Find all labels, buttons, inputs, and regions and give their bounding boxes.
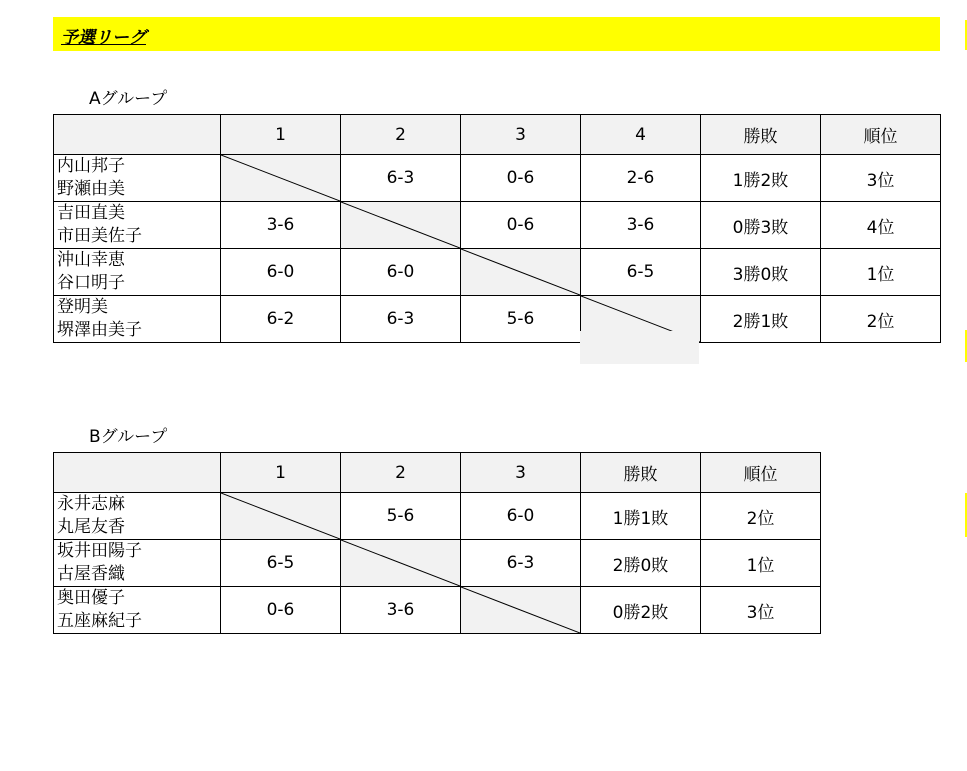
player-pair: [54, 249, 221, 296]
col-header-record: 勝敗: [581, 453, 701, 493]
score-cell: 6-3: [341, 296, 461, 343]
table-row: [54, 587, 821, 634]
record-cell: 2勝0敗: [581, 540, 701, 587]
score-cell: 6-3: [461, 540, 581, 587]
score-cell: 5-6: [461, 296, 581, 343]
score-cell: 0-6: [461, 155, 581, 202]
table-row: [54, 296, 941, 343]
record-cell: 0勝3敗: [701, 202, 821, 249]
player-pair: [54, 202, 221, 249]
player-pair: [54, 587, 221, 634]
col-header: 1: [221, 453, 341, 493]
score-cell: 6-0: [341, 249, 461, 296]
player-name: 堺澤由美子: [57, 320, 142, 340]
player-name: 野瀬由美: [57, 179, 125, 199]
score-cell: 3-6: [341, 587, 461, 634]
table-row: [54, 155, 941, 202]
col-header-rank: 順位: [821, 115, 941, 155]
page-title: 予選リーグ: [61, 28, 146, 48]
score-cell: 3-6: [221, 202, 341, 249]
score-cell: 6-0: [461, 493, 581, 540]
player-pair: [54, 540, 221, 587]
rank-cell: 2位: [821, 296, 941, 343]
record-cell: 3勝0敗: [701, 249, 821, 296]
col-header: 2: [341, 453, 461, 493]
table-row: [54, 493, 821, 540]
score-cell: 0-6: [461, 202, 581, 249]
table-row: [54, 540, 821, 587]
col-header: 4: [581, 115, 701, 155]
col-header: 3: [461, 453, 581, 493]
player-name: 五座麻紀子: [57, 611, 142, 631]
shaded-cell: [580, 331, 699, 364]
rank-cell: 4位: [821, 202, 941, 249]
corner-cell: [54, 115, 221, 155]
player-name: 谷口明子: [57, 273, 125, 293]
rank-cell: 1位: [701, 540, 821, 587]
header-row: [54, 453, 821, 493]
score-cell: 0-6: [221, 587, 341, 634]
score-cell: 6-0: [221, 249, 341, 296]
rank-cell: 2位: [701, 493, 821, 540]
rank-cell: 3位: [701, 587, 821, 634]
player-name: 内山邦子: [57, 156, 125, 176]
player-pair: [54, 493, 221, 540]
corner-cell: [54, 453, 221, 493]
rank-cell: 3位: [821, 155, 941, 202]
group-b-label: Bグループ: [89, 427, 168, 447]
self-match-cell: [221, 493, 341, 540]
player-name: 沖山幸恵: [57, 250, 125, 270]
player-name: 坂井田陽子: [57, 541, 142, 561]
record-cell: 2勝1敗: [701, 296, 821, 343]
self-match-cell: [461, 249, 581, 296]
score-cell: 6-2: [221, 296, 341, 343]
player-name: 登明美: [57, 297, 108, 317]
player-name: 丸尾友香: [57, 517, 125, 537]
table-row: [54, 249, 941, 296]
player-pair: [54, 296, 221, 343]
self-match-cell: [341, 202, 461, 249]
group-a-label: Aグループ: [89, 89, 168, 109]
player-name: 市田美佐子: [57, 226, 142, 246]
score-cell: 6-3: [341, 155, 461, 202]
col-header-record: 勝敗: [701, 115, 821, 155]
score-cell: 5-6: [341, 493, 461, 540]
record-cell: 1勝2敗: [701, 155, 821, 202]
player-pair: [54, 155, 221, 202]
score-cell: 3-6: [581, 202, 701, 249]
table-row: [54, 202, 941, 249]
self-match-cell: [221, 155, 341, 202]
col-header: 1: [221, 115, 341, 155]
group-a-table: [53, 114, 941, 343]
header-row: [54, 115, 941, 155]
record-cell: 0勝2敗: [581, 587, 701, 634]
player-name: 古屋香織: [57, 564, 125, 584]
col-header: 2: [341, 115, 461, 155]
record-cell: 1勝1敗: [581, 493, 701, 540]
player-name: 奥田優子: [57, 588, 125, 608]
col-header: 3: [461, 115, 581, 155]
col-header-rank: 順位: [701, 453, 821, 493]
title-banner: [53, 17, 940, 51]
self-match-cell: [461, 587, 581, 634]
self-match-cell: [341, 540, 461, 587]
player-name: 吉田直美: [57, 203, 125, 223]
player-name: 永井志麻: [57, 494, 125, 514]
group-b-table: [53, 452, 821, 634]
score-cell: 6-5: [581, 249, 701, 296]
rank-cell: 1位: [821, 249, 941, 296]
score-cell: 6-5: [221, 540, 341, 587]
score-cell: 2-6: [581, 155, 701, 202]
